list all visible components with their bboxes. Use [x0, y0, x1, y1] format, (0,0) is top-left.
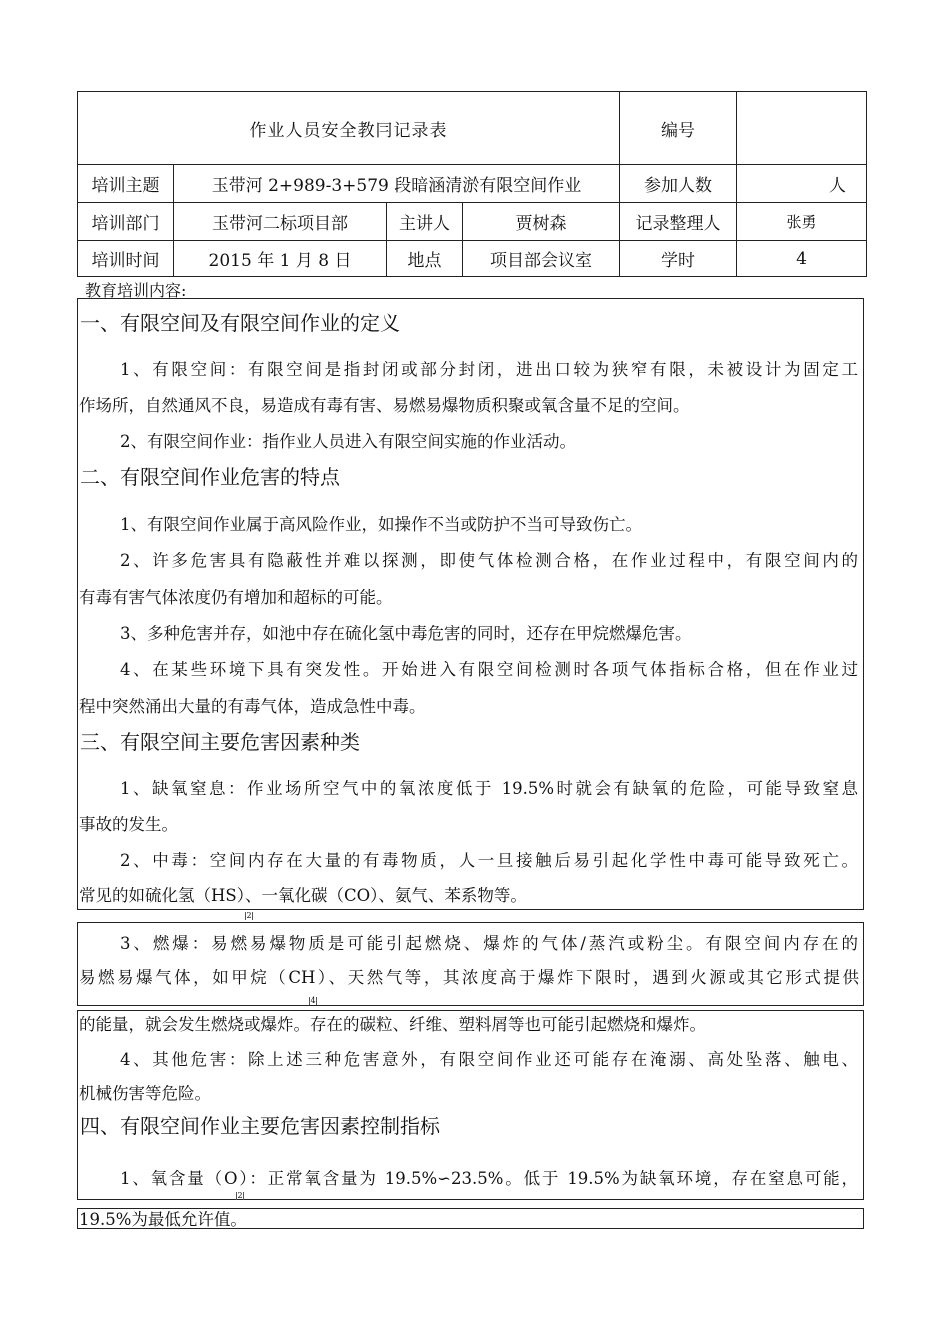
record-header-table	[77, 91, 867, 277]
content-line: 3、燃爆：易燃易爆物质是可能引起燃烧、爆炸的气体/蒸汽或粉尘。有限空间内存在的	[120, 934, 858, 953]
page-mark: 4	[310, 996, 316, 1005]
content-line: 1、有限空间：有限空间是指封闭或部分封闭，进出口较为狭窄有限，未被设计为固定工	[120, 360, 858, 379]
page-mark: 2	[237, 1191, 243, 1200]
dept-label: 培训部门	[78, 203, 174, 241]
content-line: 2、许多危害具有隐蔽性并难以探测，即使气体检测合格，在作业过程中，有限空间内的	[120, 551, 858, 570]
topic-value: 玉带河 2+989-3+579 段暗涵清淤有限空间作业	[174, 165, 620, 203]
section-heading: 四、有限空间作业主要危害因素控制指标	[80, 1114, 440, 1138]
content-line: 作场所，自然通风不良，易造成有毒有害、易燃易爆物质积聚或氧含量不足的空间。	[79, 396, 690, 415]
time-value: 2015 年 1 月 8 日	[174, 241, 387, 277]
content-line: 2、有限空间作业：指作业人员进入有限空间实施的作业活动。	[120, 432, 576, 451]
lecturer-value: 贾树森	[463, 203, 620, 241]
code-value	[737, 92, 867, 165]
participants-value: 人	[737, 165, 867, 203]
recorder-value: 张勇	[737, 203, 867, 241]
content-line: 4、其他危害：除上述三种危害意外，有限空间作业还可能存在淹溺、高处坠落、触电、	[120, 1050, 858, 1069]
content-line: 常见的如硫化氢（HS）、一氧化碳（CO）、氨气、苯系物等。	[79, 886, 527, 905]
content-line: 的能量，就会发生燃烧或爆炸。存在的碳粒、纤维、塑料屑等也可能引起燃烧和爆炸。	[79, 1015, 706, 1034]
time-label: 培训时间	[78, 241, 174, 277]
content-line: 易燃易爆气体，如甲烷（CH）、天然气等，其浓度高于爆炸下限时，遇到火源或其它形式提供	[79, 968, 859, 987]
recorder-label: 记录整理人	[620, 203, 737, 241]
content-line: 有毒有害气体浓度仍有增加和超标的可能。	[79, 588, 393, 607]
hours-label: 学时	[620, 241, 737, 277]
content-line: 1、有限空间作业属于高风险作业，如操作不当或防护不当可导致伤亡。	[120, 515, 642, 534]
content-line: 2、中毒：空间内存在大量的有毒物质，人一旦接触后易引起化学性中毒可能导致死亡。	[120, 851, 858, 870]
form-title: 作业人员安全教冃记录表	[78, 92, 620, 165]
topic-label: 培训主题	[78, 165, 174, 203]
place-label: 地点	[387, 241, 463, 277]
content-line: 1、缺氧窒息：作业场所空气中的氧浓度低于 19.5%时就会有缺氧的危险，可能导致窒息	[120, 779, 858, 798]
lecturer-label: 主讲人	[387, 203, 463, 241]
place-value: 项目部会议室	[463, 241, 620, 277]
content-label: 教育培训内容:	[85, 281, 187, 300]
section-heading: 一、有限空间及有限空间作业的定义	[80, 311, 400, 335]
participants-label: 参加人数	[620, 165, 737, 203]
hours-value: 4	[737, 241, 867, 277]
dept-value: 玉带河二标项目部	[174, 203, 387, 241]
page-mark: 2	[246, 911, 252, 920]
code-label: 编号	[620, 92, 737, 165]
content-line: 事故的发生。	[79, 815, 178, 834]
content-line: 程中突然涌出大量的有毒气体，造成急性中毒。	[79, 697, 426, 716]
content-line: 19.5%为最低允许值。	[79, 1210, 247, 1229]
content-line: 机械伤害等危险。	[79, 1084, 211, 1103]
content-line: 4、在某些环境下具有突发性。开始进入有限空间检测时各项气体指标合格，但在作业过	[120, 660, 858, 679]
content-line: 1、氧含量（O）：正常氧含量为 19.5%∽23.5%。低于 19.5%为缺氧环境，存在窒息可能，	[120, 1169, 858, 1188]
section-heading: 三、有限空间主要危害因素种类	[80, 730, 360, 754]
section-heading: 二、有限空间作业危害的特点	[80, 465, 340, 489]
content-line: 3、多种危害并存，如池中存在硫化氢中毒危害的同时，还存在甲烷燃爆危害。	[120, 624, 692, 643]
